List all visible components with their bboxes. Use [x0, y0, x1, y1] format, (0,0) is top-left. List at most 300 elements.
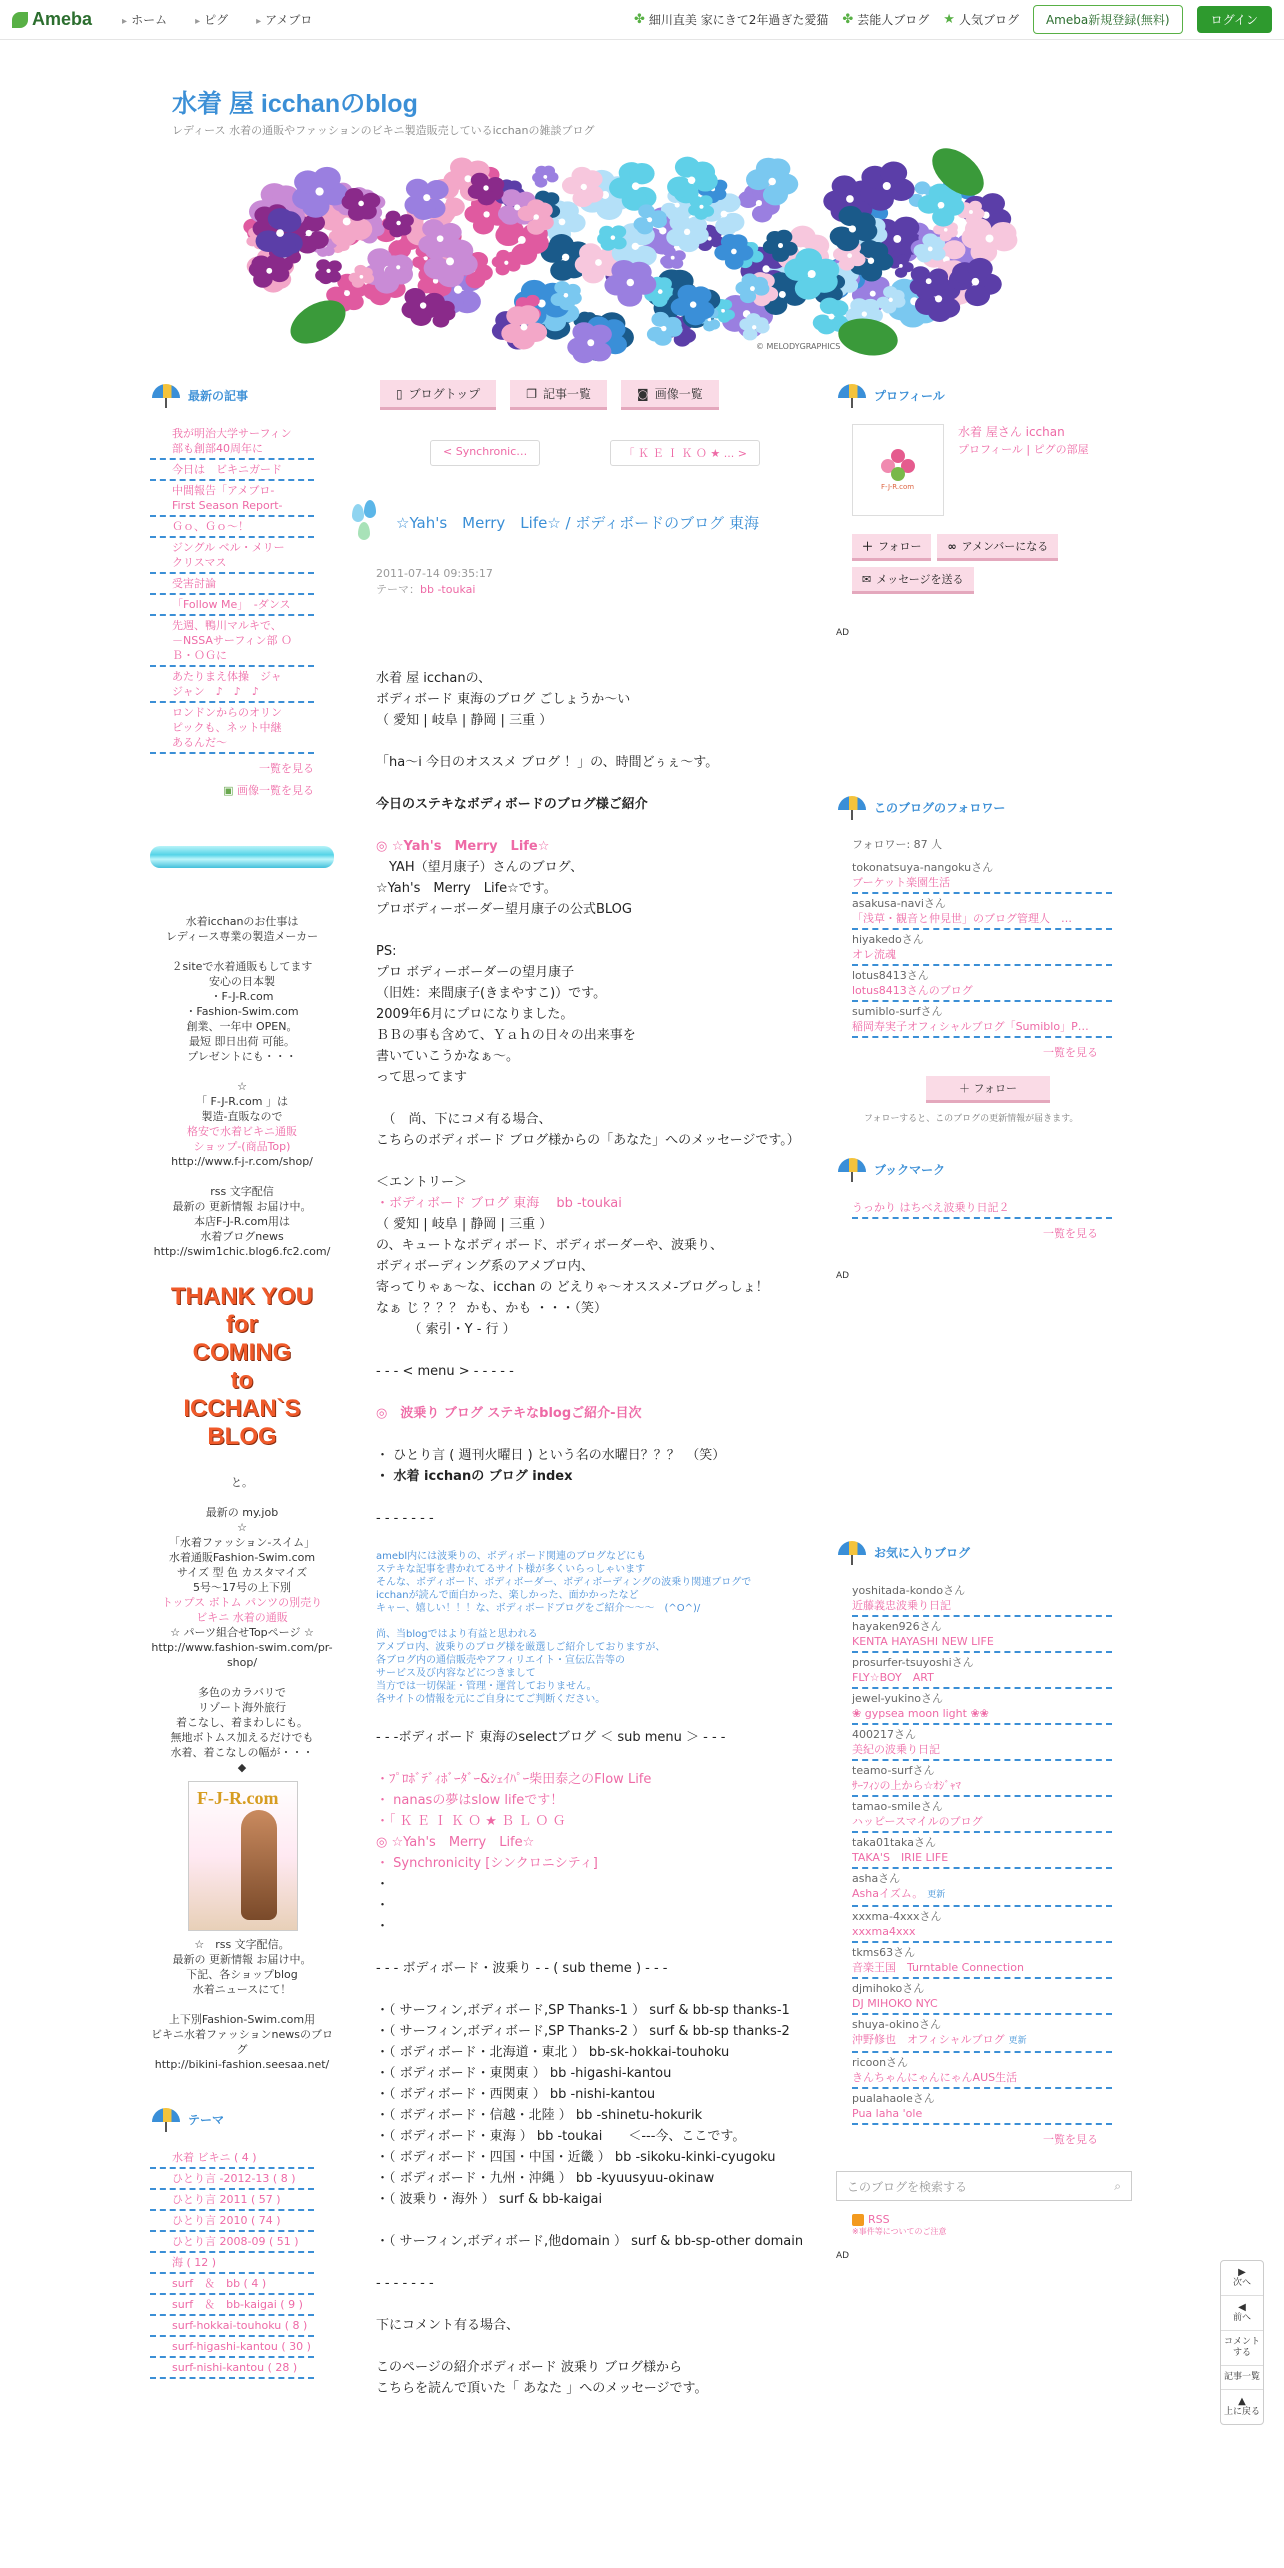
model-figure [241, 1810, 277, 1920]
body-line: ☆Yah's Merry Life☆です。 [376, 881, 557, 896]
text-line: ・Fashion-Swim.com [185, 1005, 299, 1018]
body-line: 2009年6月にプロになりました。 [376, 1007, 574, 1022]
blog-link[interactable]: ◎ ☆Yah's Merry Life☆ [376, 1835, 535, 1850]
themes-title: テーマ [188, 2112, 225, 2127]
entry-meta [376, 566, 800, 598]
followers-title: このブログのフォロワー [874, 800, 1006, 815]
user-name[interactable]: tokonatsuya-nangokuさん [852, 861, 994, 874]
blog-link[interactable]: ・ nanasの夢はslow lifeです！ [376, 1793, 564, 1808]
blog-title: Pua laha 'ole [852, 2107, 923, 2120]
body-line: - - - - - - - [376, 2276, 434, 2291]
body-line [376, 1706, 806, 1727]
body-line: ・ ひとり言 ( 週刊火曜日 ) という名の水曜日？？？ （笑） [376, 1448, 726, 1463]
followers-heading [836, 792, 1126, 822]
recent-more-link[interactable]: 一覧を見る [259, 762, 314, 775]
rss-label: RSS [868, 2213, 890, 2226]
list-item[interactable] [852, 1617, 1112, 1653]
body-line: 水着 屋 icchanの、 [376, 671, 492, 686]
entry-theme-row [376, 582, 800, 598]
notice-line: サービス及び内容などにつきまして [376, 1668, 536, 1679]
thank-you-image [150, 1283, 334, 1451]
shop-link[interactable]: 格安で水着ビキニ通販 [187, 1125, 297, 1138]
rss-info-text [150, 1937, 334, 2072]
floating-nav-label: 次へ [1232, 2278, 1251, 2288]
body-line: 寄ってりゃぁ～な、icchan の どえりゃ～オススメ-ブログっしょ！ [376, 1280, 769, 1295]
body-line [376, 2252, 806, 2273]
body-line: ・（ サーフィン,ボディボード,他domain ） surf & bb-sp-other domain [376, 2234, 804, 2249]
text-line: リゾート海外旅行 [198, 1701, 286, 1714]
shop-info-text [150, 914, 334, 1259]
list-item[interactable] [852, 1943, 1112, 1979]
text-line: 最新の 更新情報 お届け中。 [172, 1200, 312, 1213]
text-line: 本店F-J-R.com用は [194, 1215, 290, 1228]
user-name[interactable]: tkms63さん [852, 1946, 916, 1959]
user-name[interactable]: ricoonさん [852, 2056, 909, 2069]
body-line [376, 1487, 806, 1508]
text-line: ２siteで水着通販もしてます [171, 960, 313, 973]
blog-title[interactable]: 水着 屋 icchanのblog [172, 90, 418, 118]
text-line: 上下別Fashion-Swim.com用 [168, 2013, 316, 2026]
body-line: ・（ ボディボード・東海 ） bb -toukai ＜---今、ここです。 [376, 2129, 746, 2144]
body-line: 「ha～i 今日のオススメ ブログ ！」の、時間どぅぇ～す。 [376, 755, 719, 770]
body-line: ・ボディボード ブログ 東海 bb -toukai [376, 1196, 622, 1211]
themes-list [150, 2148, 336, 2379]
text-line [150, 1670, 334, 1685]
topic-link[interactable] [634, 11, 828, 28]
body-line: ・（ ボディボード・九州・沖縄 ） bb -kyuusyuu-okinaw [376, 2171, 715, 2186]
body-line: ボディボーディング系のアメブロ内、 [376, 1259, 594, 1274]
entry-theme-link[interactable]: bb -toukai [420, 583, 476, 596]
prev-entry-link[interactable]: < Synchronic… [430, 440, 540, 466]
text-line: http://www.fashion-swim.com/pr-shop/ [151, 1641, 333, 1669]
blog-title: きんちゃんにゃんにゃんAUS生活 [852, 2071, 1018, 2084]
blog-search-input[interactable] [836, 2171, 1132, 2201]
next-entry-link[interactable]: 「 Ｋ Ｅ Ｉ Ｋ Ｏ ★ ... > [610, 440, 760, 466]
banner-credit: © MELODYGRAPHICS [756, 342, 841, 351]
body-line: YAH（望月康子）さんのブログ、 [376, 860, 584, 875]
theme-label: テーマ： [376, 583, 420, 596]
theme-link[interactable]: ひとり言 2011 ( 57 ) [150, 2190, 314, 2211]
favorites-heading [836, 1537, 1126, 1567]
list-item[interactable] [852, 930, 1112, 966]
list-item[interactable] [852, 894, 1112, 930]
body-line: こちらを読んで頂いた「 あなた 」へのメッセージです。 [376, 2381, 708, 2396]
recent-images-link[interactable] [150, 782, 336, 798]
link-icon: ∞ [947, 539, 957, 553]
list-item[interactable] [852, 1689, 1112, 1725]
text-line: ビキニ水着ファッションnewsのブログ [150, 2028, 334, 2056]
page-icon: ▯ [396, 386, 403, 401]
text-line [150, 1169, 334, 1184]
entry-date: 2011-07-14 09:35:17 [376, 567, 493, 580]
bookmark-heading [836, 1154, 1126, 1184]
recent-post-link[interactable]: 我が明治大学サーフィン部も創部40周年に [150, 424, 314, 460]
user-name[interactable]: sumiblo-surfさん [852, 1005, 943, 1018]
notice-line: 当方では一切保証・管理・運営しておりません。 [376, 1681, 597, 1692]
follow-label: フォロー [878, 540, 922, 553]
thank-you-line: THANK YOU [170, 1283, 314, 1310]
floating-nav-label: 前へ [1232, 2313, 1251, 2323]
profile-heading [836, 380, 1126, 410]
followers-count: フォロワー: 87 人 [852, 838, 943, 851]
follow-button-2[interactable] [926, 1076, 1050, 1103]
theme-link[interactable]: surf ＆ bb-kaigai ( 9 ) [150, 2295, 314, 2316]
blog-link[interactable] [852, 1706, 1112, 1721]
body-line: ・（ ボディボード・信越・北陸 ） bb -shinetu-hokurik [376, 2108, 703, 2123]
recent-post-link[interactable]: 「Follow Me」 -ダンス [150, 595, 314, 616]
shop-link[interactable]: トップス ボトム パンツの別売り [161, 1596, 323, 1609]
blog-link[interactable] [852, 1742, 1112, 1757]
blog-title: FLY☆BOY ART [852, 1671, 934, 1684]
text-line: http://bikini-fashion.seesaa.net/ [154, 2058, 330, 2071]
list-item[interactable] [852, 2053, 1112, 2089]
blog-title: 美紀の波乗り日記 [852, 1743, 940, 1756]
nav-pigg[interactable]: ▸ ピグ [181, 11, 242, 28]
body-line: ・ [376, 1898, 390, 1913]
send-message-label: メッセージを送る [876, 573, 964, 586]
blog-link[interactable] [852, 1996, 1112, 2011]
notice-line [376, 1615, 806, 1628]
top-bar [0, 0, 1284, 40]
celebrity-blog-link[interactable] [842, 11, 929, 28]
blog-link[interactable] [852, 1019, 1112, 1034]
user-name[interactable]: teamo-surfさん [852, 1764, 935, 1777]
user-name[interactable]: djmihokoさん [852, 1982, 925, 1995]
left-sidebar [150, 380, 336, 2379]
theme-link[interactable]: ひとり言 2010 ( 74 ) [150, 2211, 314, 2232]
text-line: 「水着ファッション-スイム」 [168, 1536, 316, 1549]
search-icon[interactable]: ⌕ [1114, 2178, 1121, 2193]
text-line: 多色のカラバリで [198, 1686, 286, 1699]
body-line: （ 愛知 | 岐阜 | 静岡 | 三重 ） [376, 713, 553, 728]
body-line [376, 731, 806, 752]
notice-line: amebl内には波乗りの、ボディボード関連のブログなどにも [376, 1551, 646, 1562]
floating-nav-label: 上に戻る [1223, 2407, 1260, 2417]
blog-link[interactable] [852, 1598, 1112, 1613]
body-line: - - - ボディボード・波乗り - - ( sub theme ) - - - [376, 1961, 668, 1976]
user-name[interactable]: shuya-okinoさん [852, 2018, 941, 2031]
user-name[interactable]: xxxma-4xxxさん [852, 1910, 942, 1923]
body-line: ボディボード 東海のブログ ごしょうか～い [376, 692, 631, 707]
body-line: - - - < menu > - - - - - [376, 1364, 514, 1379]
blog-title: ❀ gypsea moon light ❀❀ [852, 1707, 989, 1720]
text-line: ・F-J-R.com [210, 990, 274, 1003]
profile-name[interactable]: 水着 屋さん icchan [958, 425, 1065, 439]
leaf-icon: ✤ [842, 12, 854, 27]
notice-line: ステキな記事を書かれてるサイト様が多くいらっしゃいます [376, 1564, 646, 1575]
user-name[interactable]: ashaさん [852, 1872, 901, 1885]
blog-link[interactable] [852, 1634, 1112, 1649]
list-item[interactable] [852, 858, 1112, 894]
blog-link[interactable] [852, 1670, 1112, 1685]
floating-nav-item[interactable] [1221, 2390, 1263, 2424]
text-line: レディース専業の製造メーカー [165, 930, 319, 943]
notice-line: 尚、当blogではより有益と思われる [376, 1629, 538, 1640]
list-item[interactable] [852, 1761, 1112, 1797]
blog-title: lotus8413さんのブログ [852, 984, 973, 997]
tab-image-list[interactable] [621, 380, 719, 410]
login-button[interactable]: ログイン [1197, 6, 1272, 33]
user-name[interactable]: 400217さん [852, 1728, 916, 1741]
body-line: なぁ じ ？？？ かも、かも ・・・（笑） [376, 1301, 608, 1316]
blog-link[interactable]: ・「 Ｋ Ｅ Ｉ Ｋ Ｏ ★ Ｂ Ｌ Ｏ Ｇ [376, 1814, 566, 1829]
bookmark-link[interactable]: うっかり はちべえ波乗り日記２ [852, 1201, 1010, 1214]
text-line: 最短 即日出荷 可能。 [189, 1035, 295, 1048]
recent-post-link[interactable]: Ｇｏ、Ｇｏ～！ [150, 517, 314, 538]
image-list-icon: ▣ [223, 784, 237, 797]
right-sidebar [836, 380, 1126, 2261]
leaf-icon: ✤ [634, 12, 645, 27]
floating-nav-label: コメントする [1223, 2337, 1260, 2358]
list-item[interactable] [852, 1907, 1112, 1943]
entry-pager [430, 440, 760, 466]
popular-blog-link[interactable] [943, 11, 1019, 28]
register-button[interactable]: Ameba新規登録(無料) [1033, 5, 1183, 34]
shop-link[interactable]: ショップ-(商品Top) [193, 1140, 291, 1153]
body-line: ・（ ボディボード・西関東 ） bb -nishi-kantou [376, 2087, 656, 2102]
theme-link[interactable]: surf ＆ bb ( 4 ) [150, 2274, 314, 2295]
blog-link[interactable] [852, 1850, 1112, 1865]
avatar-label: F-J-R.com [881, 483, 915, 491]
thank-you-line: to [230, 1367, 254, 1394]
user-name[interactable]: yoshitada-kondoさん [852, 1584, 966, 1597]
floating-nav-item[interactable] [1221, 2296, 1263, 2331]
text-line: http://www.f-j-r.com/shop/ [171, 1155, 313, 1168]
profile-info [958, 424, 1089, 516]
user-name[interactable]: taka01takaさん [852, 1836, 936, 1849]
top-nav [108, 11, 326, 28]
body-line [376, 1151, 806, 1172]
blog-link[interactable] [852, 911, 1112, 926]
user-name[interactable]: asakusa-naviさん [852, 897, 946, 910]
recent-post-link[interactable]: 今日は ビキニガード [150, 460, 314, 481]
entry-title[interactable]: ☆Yah's Merry Life☆ / ボディボードのブログ 東海 [396, 513, 759, 532]
plus-icon: ＋ [862, 540, 873, 553]
list-item[interactable] [852, 1979, 1112, 2015]
text-line: ☆ [237, 1080, 247, 1093]
copy-icon: ❐ [526, 386, 538, 401]
ad-label-3: AD [836, 2251, 850, 2261]
recent-post-link[interactable]: 先週、鴨川マルキで、－NSSAサーフィン部 ＯＢ・ＯＧに [150, 616, 314, 667]
entry-body [376, 668, 806, 2399]
tab-article-list-label: 記事一覧 [543, 387, 592, 401]
user-name[interactable]: hiyakedoさん [852, 933, 924, 946]
nav-home[interactable]: ▸ ホーム [108, 11, 181, 28]
blog-link[interactable] [852, 1960, 1112, 1975]
fjr-bikini-image[interactable] [188, 1781, 298, 1931]
ameba-member-button[interactable] [937, 534, 1058, 561]
tab-blog-top[interactable] [380, 380, 496, 410]
topic-link-text: 細川直美 家にきて2年過ぎた愛猫 [648, 13, 829, 27]
avatar[interactable] [852, 424, 944, 516]
body-line: PS: [376, 944, 397, 959]
ameba-leaf-icon [12, 12, 28, 28]
theme-link[interactable]: surf-nishi-kantou ( 28 ) [150, 2358, 314, 2379]
body-line: ・（ サーフィン,ボディボード,SP Thanks-1 ） surf & bb-sp thanks-1 [376, 2003, 790, 2018]
favorites-list [836, 1581, 1126, 2125]
blog-title: TAKA'S IRIE LIFE [852, 1851, 949, 1864]
water-drops-icon [350, 500, 378, 544]
body-line [376, 2210, 806, 2231]
logo-text: Ameba [32, 9, 93, 29]
text-line: 水着、着こなしの幅が・・・ [170, 1746, 314, 1759]
body-line: ・（ ボディボード・四国・中国・近畿 ） bb -sikoku-kinki-cyugoku [376, 2150, 776, 2165]
blog-link[interactable] [852, 2032, 1112, 2049]
recent-post-link[interactable]: 中間報告「アメブロ- First Season Report- [150, 481, 314, 517]
list-item[interactable] [852, 2015, 1112, 2053]
theme-link[interactable]: ひとり言 -2012-13 ( 8 ) [150, 2169, 314, 2190]
list-item[interactable] [852, 1198, 1112, 1219]
floating-nav-item[interactable] [1221, 2261, 1263, 2296]
notice-line: 各サイトの情報を元にご自身にてご判断ください。 [376, 1694, 606, 1705]
recent-post-link[interactable]: ロンドンからのオリンピックも、ネット中継 あるんだ～ [150, 703, 314, 754]
theme-link[interactable]: 水着 ビキニ ( 4 ) [150, 2148, 314, 2169]
body-line [376, 1088, 806, 1109]
avatar-flower-icon [877, 449, 919, 491]
text-line: http://swim1chic.blog6.fc2.com/ [153, 1245, 331, 1258]
body-line [376, 2336, 806, 2357]
mail-icon: ✉ [862, 572, 872, 586]
text-line: 安心の日本製 [209, 975, 275, 988]
popular-blog-text: 人気ブログ [958, 13, 1019, 27]
user-name[interactable]: jewel-yukinoさん [852, 1692, 944, 1705]
list-item[interactable] [852, 966, 1112, 1002]
decorative-bar [150, 846, 334, 868]
user-name[interactable]: lotus8413さん [852, 969, 929, 982]
body-line: （ 愛知 | 岐阜 | 静岡 | 三重 ） [376, 1217, 553, 1232]
blog-link[interactable] [852, 947, 1112, 962]
text-line: ◆ [237, 1761, 247, 1774]
text-line [150, 944, 334, 959]
blog-link[interactable]: ・ﾌﾟﾛﾎﾞﾃﾞｨﾎﾞｰﾀﾞｰ&ｼｪｲﾊﾟｰ柴田泰之のFlow Life [376, 1772, 652, 1787]
list-item[interactable] [852, 1653, 1112, 1689]
rss-note[interactable]: ※事件等についてのご注意 [852, 2227, 947, 2236]
recent-posts-title: 最新の記事 [188, 388, 249, 403]
body-line: ・ [376, 1877, 390, 1892]
blog-link[interactable] [852, 1814, 1112, 1829]
umbrella-icon [836, 1154, 870, 1184]
blog-title: 「浅草・観音と仲見世」のブログ管理人 … [852, 912, 1072, 925]
user-name[interactable]: hayaken926さん [852, 1620, 942, 1633]
tab-article-list[interactable] [510, 380, 607, 410]
body-line: （ 索引・Y - 行 ） [376, 1322, 516, 1337]
body-line [376, 2294, 806, 2315]
notice-line: icchanが読んで面白かった、楽しかった、面かかったなど [376, 1590, 639, 1601]
body-line: ・（ サーフィン,ボディボード,SP Thanks-2 ） surf & bb-sp thanks-2 [376, 2024, 790, 2039]
theme-link[interactable]: 海 ( 12 ) [150, 2253, 314, 2274]
follow-note: フォローすると、このブログの更新情報が届きます。 [864, 1114, 1079, 1124]
plus-icon: ＋ [959, 1082, 974, 1095]
theme-link[interactable]: surf-higashi-kantou ( 30 ) [150, 2337, 314, 2358]
body-line [376, 1979, 806, 2000]
body-line: ＜エントリー＞ [376, 1175, 468, 1190]
blog-title: ブーケット楽園生活 [852, 876, 951, 889]
ameba-logo[interactable] [12, 9, 92, 30]
arrow-icon: ▶ [1238, 2267, 1246, 2278]
profile-links[interactable]: プロフィール | ピグの部屋 [958, 443, 1089, 456]
text-line: 創業、一年中 OPEN。 [186, 1020, 298, 1033]
body-line: ・ [376, 1919, 390, 1934]
blog-link[interactable] [852, 1886, 1112, 1903]
text-line: rss 文字配信 [210, 1185, 274, 1198]
blog-link[interactable] [852, 2070, 1112, 2085]
follow-button[interactable] [852, 534, 931, 561]
theme-link[interactable]: surf-hokkai-touhoku ( 8 ) [150, 2316, 314, 2337]
floating-nav-item[interactable] [1221, 2366, 1263, 2390]
list-item[interactable] [852, 1869, 1112, 1907]
rss-link[interactable] [852, 2213, 1126, 2226]
floating-nav [1220, 2260, 1264, 2425]
theme-link[interactable]: ひとり言 2008-09 ( 51 ) [150, 2232, 314, 2253]
ad-label-2: AD [836, 1271, 850, 1281]
text-line: と。 [231, 1476, 253, 1489]
favorites-more-link[interactable]: 一覧を見る [1043, 2133, 1098, 2146]
recent-post-link[interactable]: 受害討論 [150, 574, 314, 595]
body-line [376, 773, 806, 794]
user-name[interactable]: pualahaoleさん [852, 2092, 935, 2105]
text-line: 水着ブログnews [200, 1230, 284, 1243]
user-name[interactable]: prosurfer-tsuyoshiさん [852, 1656, 974, 1669]
body-line: （旧姓：来間康子(きまやすこ)）です。 [376, 986, 607, 1001]
text-line: プレゼントにも・・・ [187, 1050, 297, 1063]
bookmark-more-link[interactable]: 一覧を見る [1043, 1227, 1098, 1240]
text-line: サイズ 型 色 カスタマイズ [176, 1566, 308, 1579]
list-item[interactable] [852, 1797, 1112, 1833]
list-item[interactable] [852, 1581, 1112, 1617]
blog-title: ハッピースマイルのブログ [852, 1815, 983, 1828]
send-message-button[interactable] [852, 567, 974, 594]
body-line [376, 1340, 806, 1361]
floating-nav-item[interactable] [1221, 2331, 1263, 2366]
blog-title: Ashaイズム。 [852, 1887, 924, 1900]
body-line: - - - - - - - [376, 1511, 434, 1526]
followers-list [836, 858, 1126, 1038]
profile-buttons [852, 534, 1122, 594]
list-item[interactable] [852, 2089, 1112, 2125]
body-line: ＢＢの事も含めて、Ｙａｈの日々の出来事を [376, 1028, 636, 1043]
blog-link[interactable]: ・ Synchronicity [シンクロニシティ] [376, 1856, 598, 1871]
blog-link[interactable] [852, 1924, 1112, 1939]
list-item[interactable] [852, 1002, 1112, 1038]
entry-title-row [350, 500, 800, 544]
user-name[interactable]: tamao-smileさん [852, 1800, 943, 1813]
followers-more-link[interactable]: 一覧を見る [1043, 1046, 1098, 1059]
thank-you-line: COMING [192, 1339, 292, 1366]
nav-ameblo[interactable]: ▸ アメブロ [242, 11, 326, 28]
list-item[interactable] [852, 1725, 1112, 1761]
text-line: 無地ボトムス加えるだけでも [170, 1731, 314, 1744]
profile-box [852, 424, 1126, 516]
blog-link[interactable] [852, 875, 1112, 890]
recent-post-link[interactable]: ジングル ベル・メリークリスマス [150, 538, 314, 574]
blog-title: 音楽王国 Turntable Connection [852, 1961, 1024, 1974]
body-line: プロボディーボーダー望月康子の公式BLOG [376, 902, 632, 917]
body-line [376, 920, 806, 941]
shop-link[interactable]: ビキニ 水着の通販 [196, 1611, 288, 1624]
blog-link[interactable] [852, 2106, 1112, 2121]
blog-link[interactable] [852, 1778, 1112, 1793]
body-line: 今日のステキなボディボードのブログ様ご紹介 [376, 797, 648, 812]
body-line: 書いていこうかなぁ～。 [376, 1049, 520, 1064]
body-line: の、キュートなボディボード、ボディボーダーや、波乗り、 [376, 1238, 723, 1253]
list-item[interactable] [852, 1833, 1112, 1869]
thank-you-line: ICCHAN`S [183, 1395, 301, 1422]
text-line: 着こなし、着まわしにも。 [176, 1716, 308, 1729]
blog-title: 近藤義忠波乗り日記 [852, 1599, 951, 1612]
blog-link[interactable] [852, 983, 1112, 998]
recent-post-link[interactable]: あたりまえ体操 ジャジャン ♪ ♪ ♪ [150, 667, 314, 703]
text-line [150, 1064, 334, 1079]
